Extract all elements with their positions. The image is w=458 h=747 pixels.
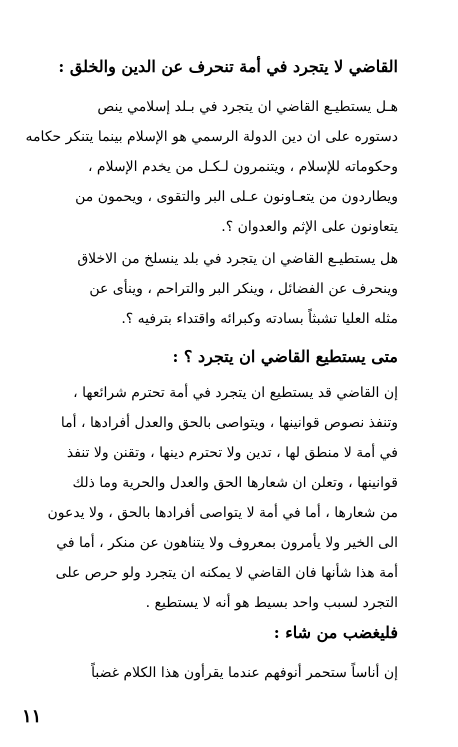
text-line: إن القاضي قد يستطيع ان يتجرد في أمة تحترم شرائعها ،: [73, 385, 398, 401]
text-line: يتعاونون على الإثم والعدوان ؟.: [221, 219, 398, 235]
text-line: هل يستطيـع القاضي ان يتجرد في بلد ينسلخ من الاخلاق: [77, 251, 398, 267]
text-line: قوانينها ، وتعلن ان شعارها الحق والعدل والحرية وما ذلك: [72, 475, 398, 491]
text-line: هـل يستطيـع القاضي ان يتجرد في بـلد إسلامي ينص: [97, 99, 398, 115]
paragraph-people-angry: [20, 658, 398, 688]
text-line: الى الخير ولا يأمرون بمعروف ولا يتناهون عن منكر ، أما في: [56, 535, 398, 551]
text-line: إن أناساً ستحمر أنوفهم عندما يقرأون هذا الكلام غضباً: [91, 665, 398, 681]
text-line: أمة هذا شأنها فان القاضي لا يمكنه ان يتجرد ولو حرص على: [55, 565, 398, 581]
section-heading-let-angry: فليغضب من شاء :: [273, 623, 398, 642]
text-line: مثله العليا تشبثاً بسادته وكبرائه واقتداء بترفيه ؟.: [121, 311, 398, 327]
section-heading-judge-in-deviating-nation: القاضي لا يتجرد في أمة تنحرف عن الدين والخلق :: [58, 57, 398, 76]
text-line: في أمة لا منطق لها ، تدين ولا تحترم دينها ، وتقنن ولا تنفذ: [66, 445, 398, 461]
page-number: ١١: [22, 706, 42, 727]
text-line: من شعارها ، أما في أمة لا يتواصى أفرادها بالحق ، ولا يدعون: [47, 505, 398, 521]
paragraph-country-without-morals: [20, 244, 398, 334]
text-line: دستوره على ان دين الدولة الرسمي هو الإسلام بينما يتنكر حكامه: [25, 129, 398, 145]
paragraph-nation-respecting-laws: [20, 378, 398, 618]
text-line: وحكوماته للإسلام ، ويتنمرون لـكـل من يخدم الإسلام ،: [87, 159, 398, 175]
text-line: وتنفذ نصوص قوانينها ، ويتواصى بالحق والعدل أفرادها ، أما: [60, 415, 398, 431]
text-line: وينحرف عن الفضائل ، وينكر البر والتراحم ، وينأى عن: [89, 281, 398, 297]
section-heading-when-can-judge: متى يستطيع القاضي ان يتجرد ؟ :: [172, 347, 398, 366]
text-line: ويطاردون من يتعـاونون عـلى البر والتقوى ، ويحمون من: [75, 189, 398, 205]
text-line: التجرد لسبب واحد بسيط هو أنه لا يستطيع .: [145, 595, 398, 611]
paragraph-islamic-country: [20, 92, 398, 242]
